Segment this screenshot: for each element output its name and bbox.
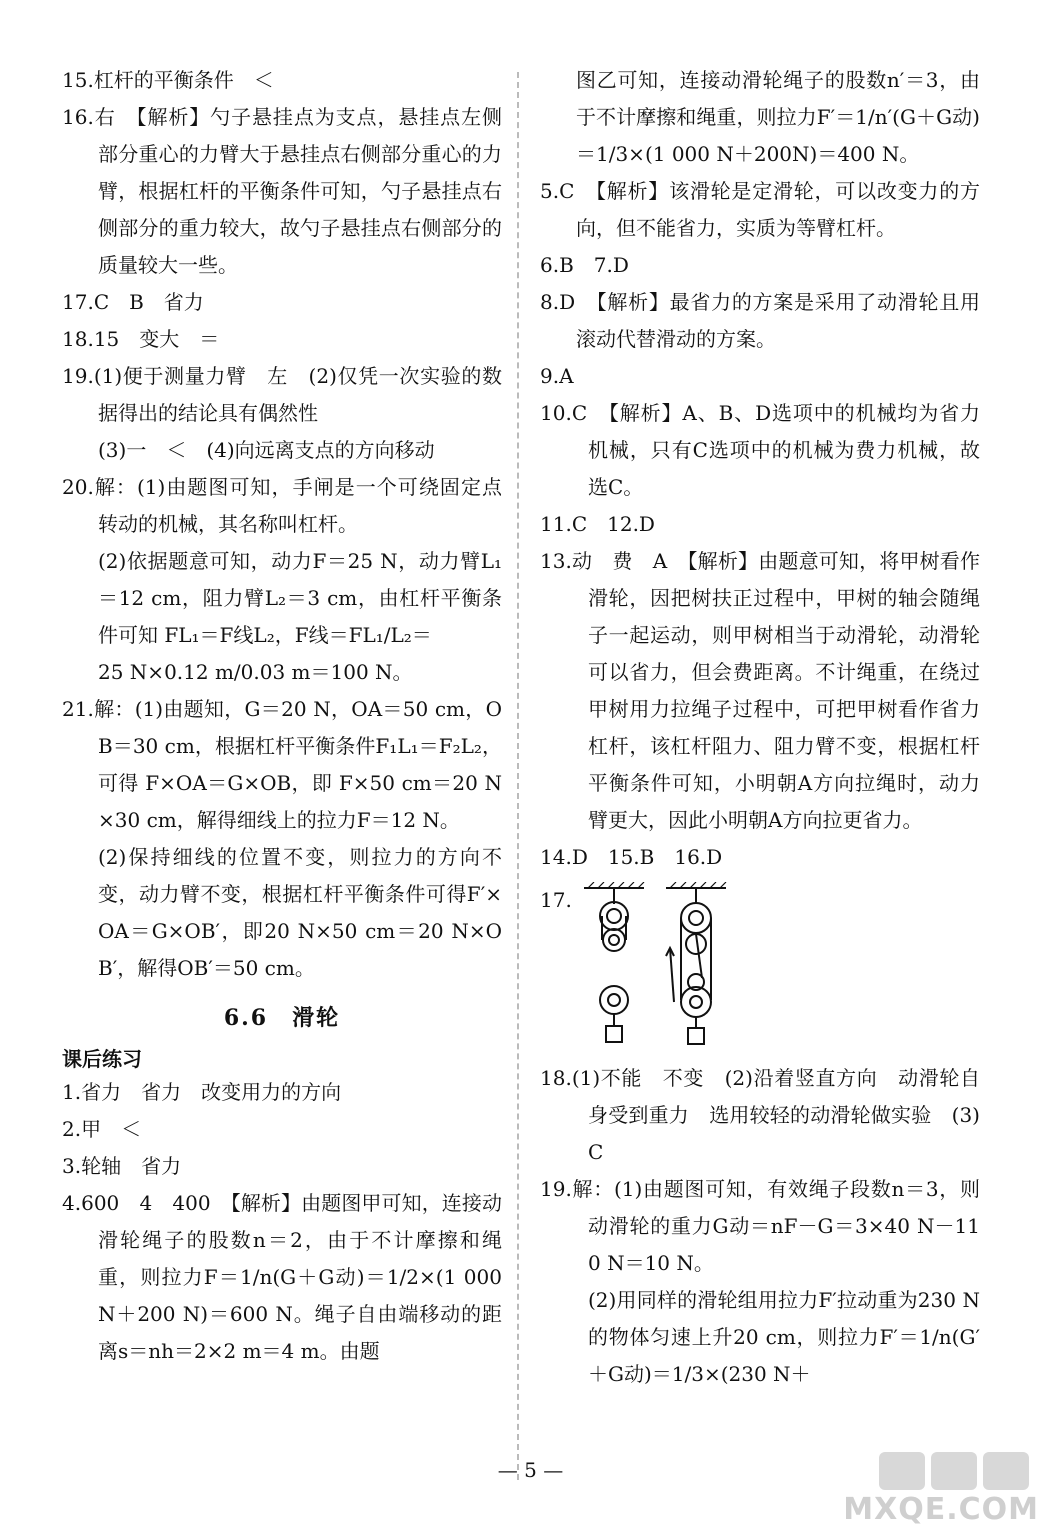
answer-13: 13.动 费 A 【解析】由题意可知，将甲树看作滑轮，因把树扶正过程中，甲树的轴会随绳子一起运动，则甲树相当于动滑轮，动滑轮可以省力，但会费距离。不计绳重，在绕过甲树用力拉绳子过程中，可把甲树看作省力杠杆，该杠杆阻力、阻力臂不变，根据杠杆平衡条件可知，小明朝A方向拉绳时，动力臂更大，因此小明朝A方向拉更省力。 <box>540 549 980 832</box>
answer-19: 19.(1)便于测量力臂 左 (2)仅凭一次实验的数据得出的结论具有偶然性 <box>62 364 502 425</box>
watermark-text: MXQE.COM <box>843 1492 1039 1527</box>
answer-17: 17.C B 省力 <box>62 290 204 314</box>
answer-5: 5.C 【解析】该滑轮是定滑轮，可以改变力的方向，但不能省力，实质为等臂杠杆。 <box>540 179 980 240</box>
answer-19: 19.解：(1)由题图可知，有效绳子段数n＝3，则动滑轮的重力G动＝nF－G＝3×40 N－110 N＝10 N。 <box>540 1177 980 1275</box>
right-fixed-pulley <box>681 903 711 933</box>
left-column <box>62 62 509 1370</box>
answer-21-part2: (2)保持细线的位置不变，则拉力的方向不变，动力臂不变，根据杠杆平衡条件可得F′×OA＝G×OB′，即20 N×50 cm＝20 N×OB′，解得OB′＝50 cm。 <box>98 845 502 980</box>
answer-10: 10.C 【解析】A、B、D选项中的机械均为省力机械，只有C选项中的机械为费力机械，故选C。 <box>540 401 980 499</box>
answer-17-num: 17. <box>540 888 572 912</box>
answer-11-12: 11.C 12.D <box>540 512 655 536</box>
answer-14-16: 14.D 15.B 16.D <box>540 845 723 869</box>
right-column <box>540 62 980 1393</box>
answer-4-cont: 图乙可知，连接动滑轮绳子的股数n′＝3，由于不计摩擦和绳重，则拉力F′＝1/n′(G＋G动)＝1/3×(1 000 N＋200N)＝400 N。 <box>576 68 980 166</box>
section-answer-2: 2.甲 ＜ <box>62 1117 142 1141</box>
left-fixed-pulley-lower <box>603 929 625 951</box>
column-divider <box>517 72 519 1480</box>
answer-15: 15.杠杆的平衡条件 ＜ <box>62 68 274 92</box>
left-fixed-pulley-inner <box>607 909 621 923</box>
section-answer-1: 1.省力 省力 改变用力的方向 <box>62 1080 342 1104</box>
left-weight <box>606 1026 622 1042</box>
subsection-title: 课后练习 <box>62 1047 142 1071</box>
answer-17 <box>540 882 980 1052</box>
page-number: — 5 — <box>497 1458 564 1482</box>
answer-16: 16.右 【解析】勺子悬挂点为支点，悬挂点左侧部分重心的力臂大于悬挂点右侧部分重心的力臂，根据杠杆的平衡条件可知，勺子悬挂点右侧部分的重力较大，故勺子悬挂点右侧部分的质量较大一些。 <box>62 105 502 277</box>
pulley-diagrams <box>582 882 732 1052</box>
answer-20: 20.解：(1)由题图可知，手闸是一个可绕固定点转动的机械，其名称叫杠杆。 <box>62 475 502 536</box>
answer-20-result: 25 N×0.12 m/0.03 m＝100 N。 <box>98 660 413 684</box>
answer-8: 8.D 【解析】最省力的方案是采用了动滑轮且用滚动代替滑动的方案。 <box>540 290 980 351</box>
answer-18: 18.15 变大 ＝ <box>62 327 220 351</box>
answer-20-part2: (2)依据题意可知，动力F＝25 N，动力臂L₁＝12 cm，阻力臂L₂＝3 cm，由杠杆平衡条件可知 FL₁＝F线L₂，F线＝FL₁/L₂＝ <box>98 549 502 647</box>
left-fixed-pulley-outer <box>600 902 628 930</box>
section-title: 6.6 滑轮 <box>223 1005 341 1031</box>
section-answer-3: 3.轮轴 省力 <box>62 1154 182 1178</box>
answer-21: 21.解：(1)由题知，G＝20 N，OA＝50 cm，OB＝30 cm，根据杠杆平衡条件F₁L₁＝F₂L₂，可得 F×OA＝G×OB，即 F×50 cm＝20 N×30 cm，解得细线上的拉力F＝12 N。 <box>62 697 502 832</box>
right-weight <box>688 1028 704 1044</box>
answer-19-cont: (3)一 ＜ (4)向远离支点的方向移动 <box>98 438 435 462</box>
answer-9: 9.A <box>540 364 574 388</box>
left-movable-pulley <box>600 986 628 1014</box>
answer-19-part2: (2)用同样的滑轮组用拉力F′拉动重为230 N的物体匀速上升20 cm，则拉力F′＝1/n(G′＋G动)＝1/3×(230 N＋ <box>588 1288 980 1386</box>
section-answer-4: 4.600 4 400 【解析】由题图甲可知，连接动滑轮绳子的股数n＝2，由于不计摩擦和绳重，则拉力F＝1/n(G＋G动)＝1/2×(1 000 N＋200 N)＝600 N。绳子自由端移动的距离s＝nh＝2×2 m＝4 m。由题 <box>62 1191 509 1363</box>
answer-18: 18.(1)不能 不变 (2)沿着竖直方向 动滑轮自身受到重力 选用较轻的动滑轮做实验 (3)C <box>540 1066 980 1164</box>
right-movable-pulley <box>681 987 711 1017</box>
answer-6-7: 6.B 7.D <box>540 253 629 277</box>
